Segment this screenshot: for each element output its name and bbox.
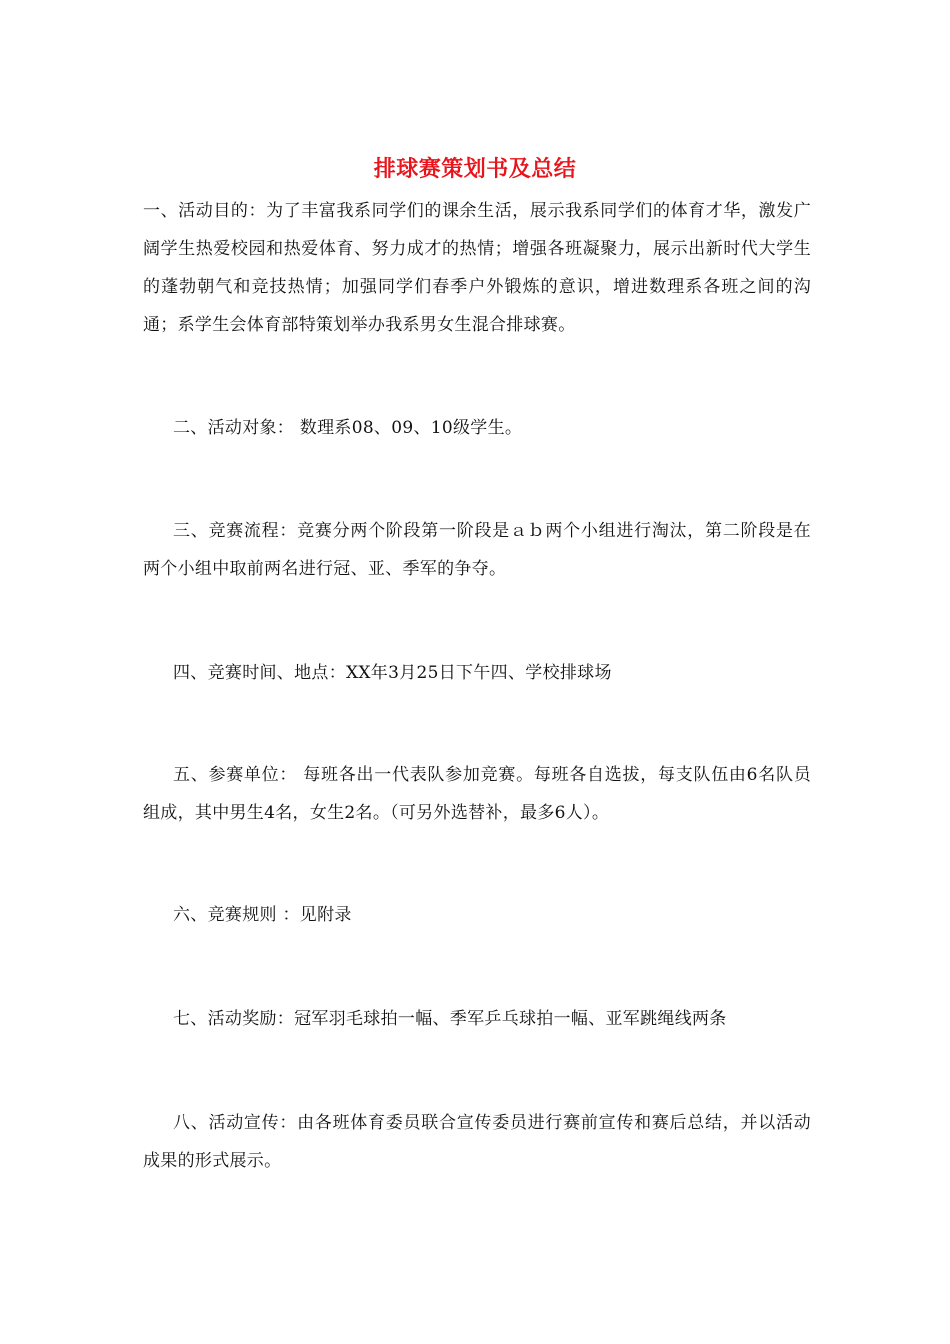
section-rewards: 七、活动奖励：冠军羽毛球拍一幅、季军乒乓球拍一幅、亚军跳绳线两条 — [173, 1009, 727, 1029]
document-title: 排球赛策划书及总结 — [373, 156, 577, 182]
section-activity-target: 二、活动对象： 数理系08、09、10级学生。 — [173, 418, 523, 438]
section-rules: 六、竞赛规则 ：见附录 — [173, 905, 352, 925]
section-time-location: 四、竞赛时间、地点：XX年3月25日下午四、学校排球场 — [173, 663, 612, 683]
section-activity-purpose: 一、活动目的：为了丰富我系同学们的课余生活，展示我系同学们的体育才华，激发广阔学生热爱校园和热爱体育、努力成才的热情；增强各班凝聚力，展示出新时代大学生的蓬勃朝气和竞技热情；加强同学们春季户外锻炼的意识，增进数理系各班之间的沟通；系学生会体育部特策划举办我系男女生混合排球赛。 — [143, 201, 811, 335]
section-publicity: 八、活动宣传：由各班体育委员联合宣传委员进行赛前宣传和赛后总结，并以活动成果的形式展示。 — [143, 1113, 811, 1171]
section-competition-process: 三、竞赛流程：竞赛分两个阶段第一阶段是ａｂ两个小组进行淘汰，第二阶段是在两个小组中取前两名进行冠、亚、季军的争夺。 — [143, 521, 811, 579]
section-participants: 五、参赛单位： 每班各出一代表队参加竞赛。每班各自选拔，每支队伍由6名队员组成，其中男生4名，女生2名。（可另外选替补，最多6人）。 — [143, 765, 811, 823]
